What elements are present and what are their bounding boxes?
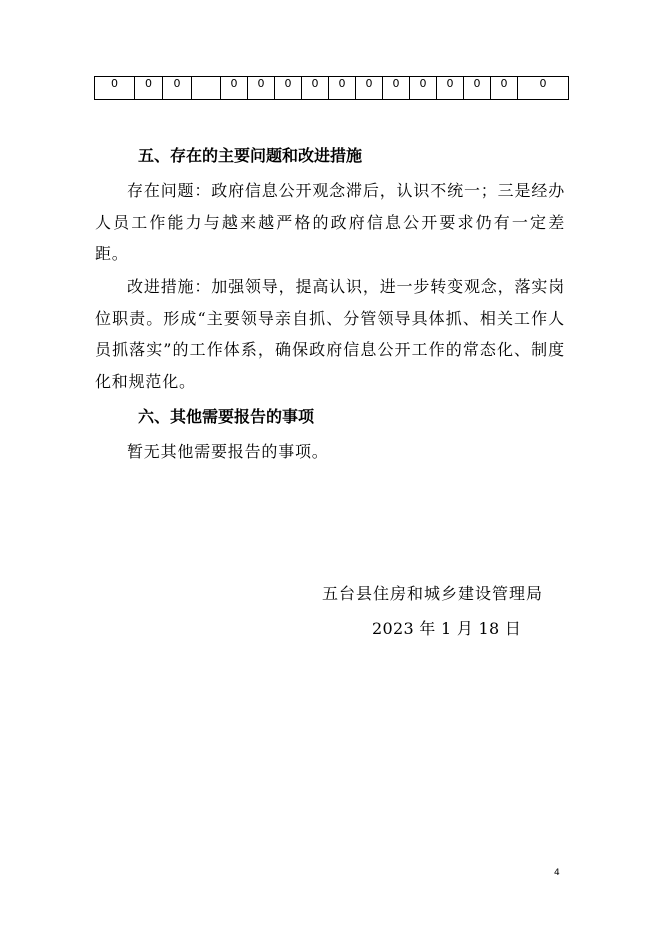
table-cell	[192, 77, 221, 100]
table-cell: 0	[221, 77, 248, 100]
issuing-organization: 五台县住房和城乡建设管理局	[322, 584, 544, 603]
table-cell: 0	[329, 77, 356, 100]
table-cell: 0	[464, 77, 491, 100]
other-matters-paragraph: 暂无其他需要报告的事项。	[127, 442, 329, 461]
table-cell: 0	[356, 77, 383, 100]
section-5-heading: 五、存在的主要问题和改进措施	[138, 146, 363, 165]
table-cell: 0	[491, 77, 518, 100]
table-cell: 0	[95, 77, 135, 100]
table-row	[95, 77, 569, 100]
table-cell: 0	[410, 77, 437, 100]
table-cell: 0	[135, 77, 163, 100]
page-number: 4	[554, 868, 560, 878]
table-cell: 0	[302, 77, 329, 100]
problems-paragraph: 存在问题：政府信息公开观念滞后，认识不统一；三是经办人员工作能力与越来越严格的政府信息公开要求仍有一定差距。	[95, 181, 565, 263]
table-cell: 0	[518, 77, 569, 100]
issue-date: 2023 年 1 月 18 日	[372, 619, 522, 638]
statistics-table-row	[94, 76, 569, 100]
table-cell: 0	[383, 77, 410, 100]
table-cell: 0	[248, 77, 275, 100]
section-6-heading: 六、其他需要报告的事项	[138, 407, 315, 426]
table-cell: 0	[163, 77, 192, 100]
measures-paragraph: 改进措施：加强领导，提高认识，进一步转变观念，落实岗位职责。形成“主要领导亲自抓、分管领导具体抓、相关工作人员抓落实”的工作体系，确保政府信息公开工作的常态化、制度化和规范化。	[95, 277, 565, 391]
table-cell: 0	[275, 77, 302, 100]
table-cell: 0	[437, 77, 464, 100]
